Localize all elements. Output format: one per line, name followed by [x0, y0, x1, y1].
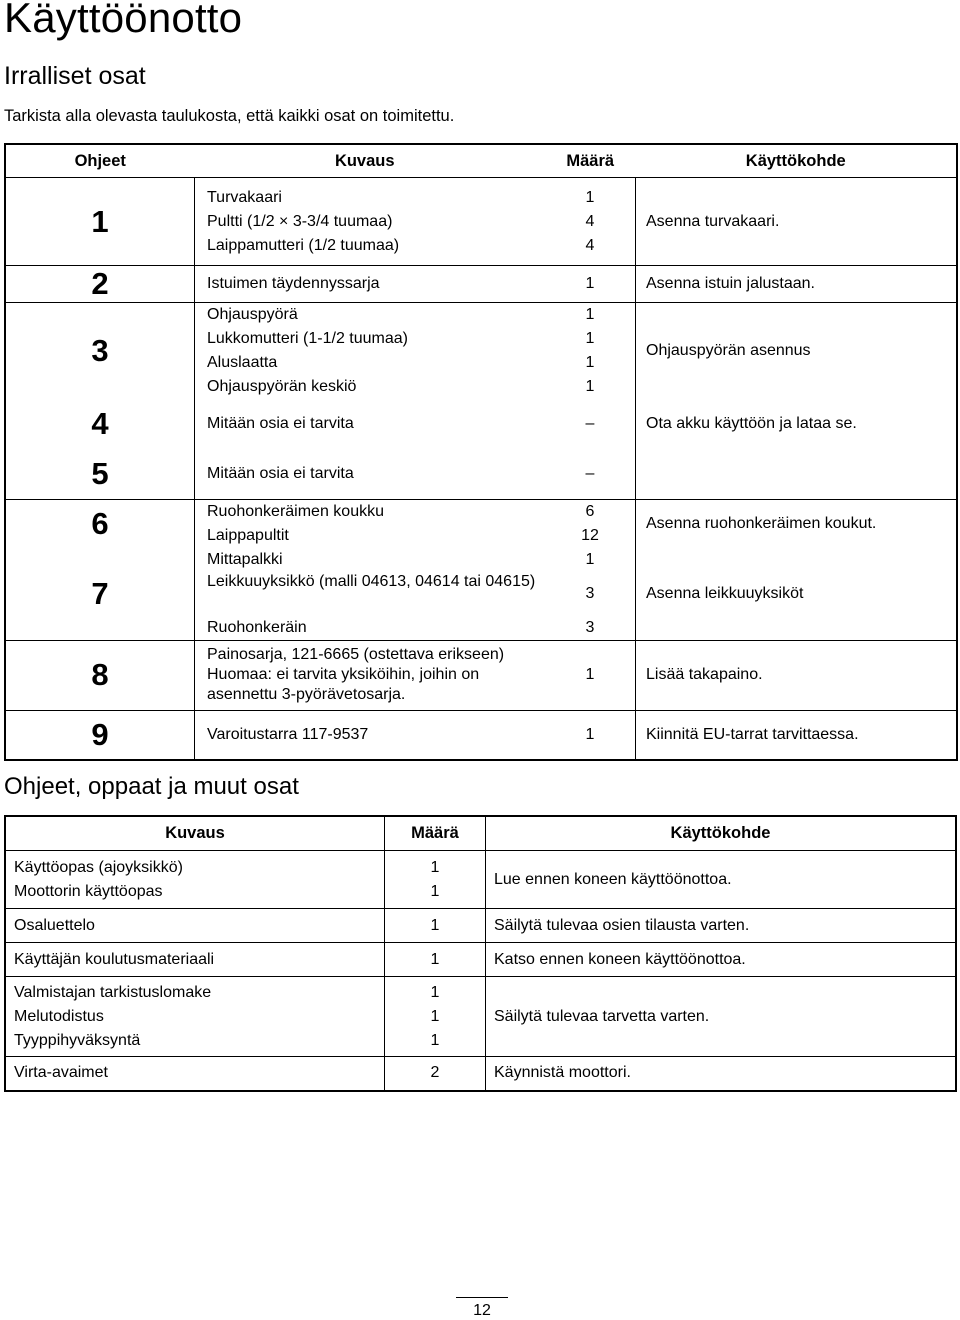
table-row — [5, 303, 957, 400]
part-name: Ohjauspyörän keskiö — [207, 378, 357, 395]
part-quantity — [545, 548, 636, 641]
part-description — [195, 710, 546, 760]
step-number — [5, 266, 195, 303]
doc-usage: Käynnistä moottori. — [486, 1057, 957, 1091]
part-qty: 4 — [585, 212, 595, 230]
part-name: Leikkuuyksikkö (malli 04613, 04614 tai 04615) — [207, 572, 536, 590]
part-qty: 3 — [585, 584, 595, 602]
step-number — [5, 449, 195, 499]
doc-description — [5, 909, 385, 943]
doc-quantity — [385, 1057, 486, 1091]
part-quantity — [545, 266, 636, 303]
part-description — [195, 499, 546, 548]
usage: Lisää takapaino. — [636, 640, 958, 710]
part-qty: – — [585, 415, 595, 432]
part-qty: 1 — [585, 666, 595, 683]
doc-description — [5, 977, 385, 1057]
table-row — [5, 178, 957, 266]
step-number-text: 9 — [91, 716, 109, 752]
table-row — [5, 266, 957, 303]
header-maara: Määrä — [385, 816, 486, 851]
manuals-table — [4, 815, 957, 1092]
part-name: Ohjauspyörä — [207, 306, 298, 323]
page-title: Käyttöönotto — [4, 0, 243, 41]
doc-quantity — [385, 943, 486, 977]
part-name: Mitään osia ei tarvita — [207, 464, 354, 482]
doc-quantity — [385, 909, 486, 943]
step-number — [5, 399, 195, 449]
part-quantity — [545, 640, 636, 710]
header-maara: Määrä — [566, 151, 615, 170]
part-quantity — [545, 303, 636, 400]
doc-name: Käyttäjän koulutusmateriaali — [14, 950, 215, 968]
part-qty: 1 — [585, 354, 595, 371]
part-qty: – — [585, 464, 595, 482]
part-name: Mittapalkki — [207, 550, 283, 568]
section-title-loose-parts: Irralliset osat — [4, 62, 146, 90]
header-kayttokohde: Käyttökohde — [486, 816, 957, 851]
page-number-rule — [456, 1297, 508, 1298]
step-number — [5, 499, 195, 548]
part-name: Painosarja, 121-6665 (ostettava erikseen) Huomaa: ei tarvita yksiköihin, joihin on asennettu 3-pyörävetosarja. — [207, 646, 505, 703]
part-qty: 1 — [585, 725, 595, 743]
loose-parts-table — [4, 143, 958, 761]
doc-qty: 2 — [430, 1064, 440, 1082]
doc-name: Virta-avaimet — [14, 1064, 108, 1082]
doc-quantity — [385, 977, 486, 1057]
step-number-text: 3 — [91, 333, 109, 368]
usage: Asenna ruohonkeräimen koukut. — [636, 499, 958, 548]
table-row — [5, 499, 957, 548]
doc-name: Käyttöopas (ajoyksikkö) — [14, 858, 183, 876]
usage: Ota akku käyttöön ja lataa se. — [646, 415, 857, 432]
doc-quantity — [385, 851, 486, 909]
part-name: Laippamutteri (1/2 tuumaa) — [207, 236, 400, 254]
part-name: Pultti (1/2 × 3-3/4 tuumaa) — [207, 212, 393, 230]
usage: Asenna turvakaari. — [636, 178, 958, 266]
part-qty: 12 — [581, 526, 599, 544]
doc-usage: Lue ennen koneen käyttöönottoa. — [486, 851, 957, 909]
doc-qty: 1 — [430, 882, 440, 900]
part-name: Lukkomutteri (1-1/2 tuumaa) — [207, 330, 408, 347]
usage: Asenna leikkuuyksiköt — [646, 584, 804, 602]
doc-qty: 1 — [430, 858, 440, 876]
part-qty: 3 — [585, 618, 595, 636]
step-number-text: 8 — [91, 657, 109, 692]
usage: Ohjauspyörän asennus — [636, 303, 958, 400]
part-quantity — [545, 710, 636, 760]
part-name: Turvakaari — [207, 188, 282, 206]
step-number — [5, 640, 195, 710]
doc-name: Valmistajan tarkistuslomake — [14, 983, 212, 1001]
part-description — [195, 548, 546, 641]
part-qty: 4 — [585, 236, 595, 254]
section-title-manuals: Ohjeet, oppaat ja muut osat — [4, 773, 299, 800]
doc-description — [5, 1057, 385, 1091]
doc-qty: 1 — [430, 916, 440, 934]
doc-qty: 1 — [430, 950, 440, 968]
header-ohjeet: Ohjeet — [74, 151, 126, 170]
step-number — [5, 710, 195, 760]
table-header-row — [5, 816, 956, 851]
table-row — [5, 943, 956, 977]
step-number-text: 2 — [91, 266, 109, 301]
step-number — [5, 548, 195, 641]
part-name: Aluslaatta — [207, 354, 278, 371]
doc-name: Melutodistus — [14, 1007, 104, 1025]
table-row — [5, 640, 957, 710]
part-qty: 1 — [585, 378, 595, 395]
header-kuvaus: Kuvaus — [5, 816, 385, 851]
step-number-text: 7 — [91, 575, 109, 611]
doc-qty: 1 — [430, 983, 440, 1001]
part-qty: 1 — [585, 306, 595, 323]
doc-description — [5, 851, 385, 909]
doc-name: Osaluettelo — [14, 916, 95, 934]
doc-usage: Katso ennen koneen käyttöönottoa. — [486, 943, 957, 977]
doc-name: Tyyppihyväksyntä — [14, 1031, 141, 1049]
part-name: Laippapultit — [207, 526, 289, 544]
doc-qty: 1 — [430, 1031, 440, 1049]
doc-usage: Säilytä tulevaa osien tilausta varten. — [486, 909, 957, 943]
doc-usage: Säilytä tulevaa tarvetta varten. — [486, 977, 957, 1057]
doc-qty: 1 — [430, 1007, 440, 1025]
part-quantity — [545, 178, 636, 266]
part-qty: 1 — [585, 275, 595, 292]
part-description — [195, 399, 546, 449]
part-qty: 1 — [585, 550, 595, 568]
part-name: Varoitustarra 117-9537 — [207, 725, 369, 743]
part-quantity — [545, 499, 636, 548]
table-row — [5, 977, 956, 1057]
table-row — [5, 909, 956, 943]
step-number — [5, 303, 195, 400]
part-description — [195, 178, 546, 266]
part-qty: 1 — [585, 330, 595, 347]
doc-description — [5, 943, 385, 977]
table-row — [5, 399, 957, 449]
part-name: Ruohonkeräin — [207, 618, 307, 636]
header-kuvaus: Kuvaus — [334, 151, 395, 170]
usage: Asenna istuin jalustaan. — [636, 266, 958, 303]
table-header-row — [5, 144, 957, 178]
header-kayttokohde: Käyttökohde — [745, 151, 846, 170]
part-description — [195, 449, 546, 499]
step-number-text: 1 — [91, 203, 109, 239]
table-row — [5, 449, 957, 499]
step-number — [5, 178, 195, 266]
part-description — [195, 640, 546, 710]
part-description — [195, 303, 546, 400]
part-qty: 1 — [585, 188, 595, 206]
part-name: Mitään osia ei tarvita — [207, 415, 354, 432]
part-description — [195, 266, 546, 303]
usage — [636, 449, 958, 499]
intro-text: Tarkista alla olevasta taulukosta, että kaikki osat on toimitettu. — [4, 107, 455, 125]
step-number-text: 4 — [91, 406, 109, 441]
usage: Kiinnitä EU-tarrat tarvittaessa. — [636, 710, 958, 760]
table-row — [5, 710, 957, 760]
table-row — [5, 1057, 956, 1091]
step-number-text: 5 — [91, 455, 109, 491]
part-quantity — [545, 399, 636, 449]
page-number: 12 — [473, 1302, 491, 1319]
part-qty: 6 — [585, 502, 595, 520]
table-row — [5, 548, 957, 641]
table-row — [5, 851, 956, 909]
doc-name: Moottorin käyttöopas — [14, 882, 163, 900]
step-number-text: 6 — [91, 505, 109, 541]
part-name: Istuimen täydennyssarja — [207, 275, 380, 292]
part-name: Ruohonkeräimen koukku — [207, 502, 384, 520]
part-quantity — [545, 449, 636, 499]
